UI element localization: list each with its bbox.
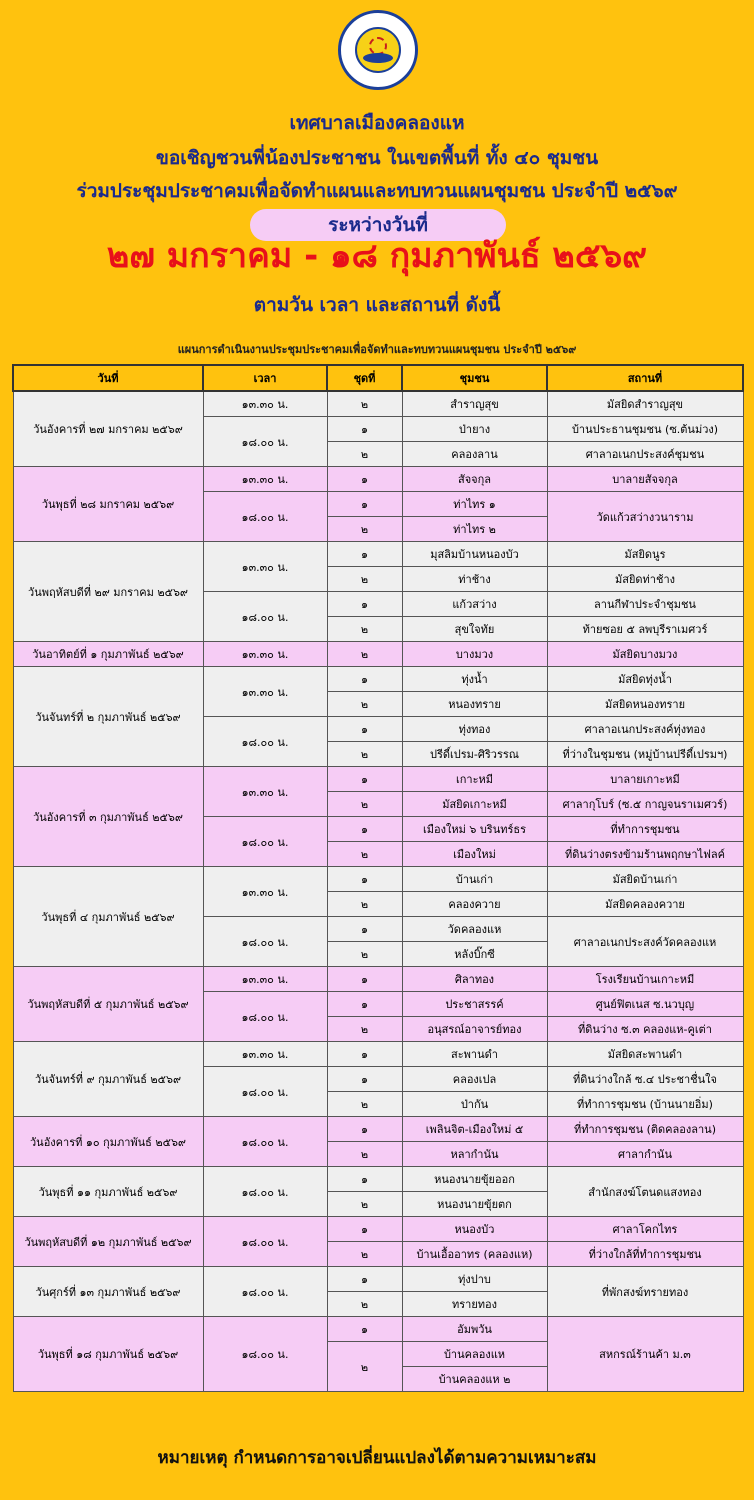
place-cell: มัสยิดสำราญสุข xyxy=(547,391,743,417)
time-cell: ๑๘.๐๐ น. xyxy=(203,592,327,642)
community-cell: หนองบัว xyxy=(402,1217,547,1242)
header-date: วันที่ xyxy=(13,365,203,391)
place-cell: ศาลาอเนกประสงค์ทุ่งทอง xyxy=(547,717,743,742)
set-cell: ๑ xyxy=(327,667,402,692)
date-cell: วันพุธที่ ๔ กุมภาพันธ์ ๒๕๖๙ xyxy=(13,867,203,967)
table-row xyxy=(13,767,743,792)
set-cell: ๒ xyxy=(327,1342,402,1392)
header-time: เวลา xyxy=(203,365,327,391)
set-cell: ๑ xyxy=(327,1267,402,1292)
set-cell: ๑ xyxy=(327,1042,402,1067)
date-cell: วันพฤหัสบดีที่ ๑๒ กุมภาพันธ์ ๒๕๖๙ xyxy=(13,1217,203,1267)
place-cell: ที่พักสงฆ์ทรายทอง xyxy=(547,1267,743,1317)
date-cell: วันศุกร์ที่ ๑๓ กุมภาพันธ์ ๒๕๖๙ xyxy=(13,1267,203,1317)
date-cell: วันอังคารที่ ๒๗ มกราคม ๒๕๖๙ xyxy=(13,391,203,467)
set-cell: ๑ xyxy=(327,1167,402,1192)
time-cell: ๑๓.๓๐ น. xyxy=(203,391,327,417)
table-row xyxy=(13,1267,743,1292)
place-cell: ที่ทำการชุมชน xyxy=(547,817,743,842)
time-cell: ๑๓.๓๐ น. xyxy=(203,467,327,492)
set-cell: ๒ xyxy=(327,892,402,917)
community-cell: หนองนายขุ้ยตก xyxy=(402,1192,547,1217)
community-cell: บ้านเอื้ออาทร (คลองแห) xyxy=(402,1242,547,1267)
community-cell: ทุ่งทอง xyxy=(402,717,547,742)
table-row xyxy=(13,1042,743,1067)
community-cell: ท่าไทร ๑ xyxy=(402,492,547,517)
header-set: ชุดที่ xyxy=(327,365,402,391)
set-cell: ๑ xyxy=(327,992,402,1017)
date-cell: วันอังคารที่ ๑๐ กุมภาพันธ์ ๒๕๖๙ xyxy=(13,1117,203,1167)
community-cell: คลองเปล xyxy=(402,1067,547,1092)
community-cell: เพลินจิต-เมืองใหม่ ๕ xyxy=(402,1117,547,1142)
community-cell: ป่ายาง xyxy=(402,417,547,442)
invitation-line: ขอเชิญชวนพี่น้องประชาชน ในเขตพื้นที่ ทั้ง ๔๐ ชุมชน xyxy=(155,147,599,169)
date-cell: วันจันทร์ที่ ๒ กุมภาพันธ์ ๒๕๖๙ xyxy=(13,667,203,767)
set-cell: ๒ xyxy=(327,1092,402,1117)
community-cell: เมืองใหม่ ๖ บรินทร์ธร xyxy=(402,817,547,842)
place-cell: ศาลาโคกไทร xyxy=(547,1217,743,1242)
table-row xyxy=(13,542,743,567)
set-cell: ๒ xyxy=(327,1017,402,1042)
community-cell: อัมพวัน xyxy=(402,1317,547,1342)
date-cell: วันจันทร์ที่ ๙ กุมภาพันธ์ ๒๕๖๙ xyxy=(13,1042,203,1117)
set-cell: ๒ xyxy=(327,442,402,467)
place-cell: ที่ดินว่างตรงข้ามร้านพฤกษาไฟลค์ xyxy=(547,842,743,867)
place-cell: ที่ดินว่าง ซ.๓ คลองแห-คูเต่า xyxy=(547,1017,743,1042)
time-cell: ๑๘.๐๐ น. xyxy=(203,717,327,767)
community-cell: หนองทราย xyxy=(402,692,547,717)
set-cell: ๑ xyxy=(327,1317,402,1342)
place-cell: มัสยิดท่าช้าง xyxy=(547,567,743,592)
place-cell: ศาลาอเนกประสงค์วัดคลองแห xyxy=(547,917,743,967)
set-cell: ๒ xyxy=(327,517,402,542)
place-cell: มัสยิดบางมวง xyxy=(547,642,743,667)
time-cell: ๑๘.๐๐ น. xyxy=(203,817,327,867)
place-cell: บาลายเกาะหมี xyxy=(547,767,743,792)
set-cell: ๑ xyxy=(327,467,402,492)
community-cell: หลังบิ๊กซี xyxy=(402,942,547,967)
time-cell: ๑๘.๐๐ น. xyxy=(203,1167,327,1217)
subtitle: ตามวัน เวลา และสถานที่ ดังนี้ xyxy=(253,294,501,316)
place-cell: ท้ายซอย ๕ ลพบุรีราเมศวร์ xyxy=(547,617,743,642)
set-cell: ๒ xyxy=(327,1192,402,1217)
time-cell: ๑๘.๐๐ น. xyxy=(203,417,327,467)
set-cell: ๒ xyxy=(327,642,402,667)
community-cell: แก้วสว่าง xyxy=(402,592,547,617)
time-cell: ๑๓.๓๐ น. xyxy=(203,767,327,817)
table-row xyxy=(13,467,743,492)
place-cell: สหกรณ์ร้านค้า ม.๓ xyxy=(547,1317,743,1392)
set-cell: ๑ xyxy=(327,417,402,442)
purpose-line: ร่วมประชุมประชาคมเพื่อจัดทำแผนและทบทวนแผนชุมชน ประจำปี ๒๕๖๙ xyxy=(76,180,678,202)
table-row xyxy=(13,1117,743,1142)
table-row xyxy=(13,667,743,692)
set-cell: ๑ xyxy=(327,1217,402,1242)
place-cell: มัสยิดนูร xyxy=(547,542,743,567)
time-cell: ๑๘.๐๐ น. xyxy=(203,1217,327,1267)
set-cell: ๒ xyxy=(327,567,402,592)
municipality-seal-icon xyxy=(338,10,418,90)
community-cell: บ้านเก่า xyxy=(402,867,547,892)
time-cell: ๑๘.๐๐ น. xyxy=(203,492,327,542)
time-cell: ๑๓.๓๐ น. xyxy=(203,642,327,667)
place-cell: มัสยิดคลองควาย xyxy=(547,892,743,917)
time-cell: ๑๘.๐๐ น. xyxy=(203,1117,327,1167)
community-cell: ศิลาทอง xyxy=(402,967,547,992)
date-cell: วันพุธที่ ๒๘ มกราคม ๒๕๖๙ xyxy=(13,467,203,542)
place-cell: มัสยิดทุ่งน้ำ xyxy=(547,667,743,692)
set-cell: ๑ xyxy=(327,717,402,742)
community-cell: สุขใจทัย xyxy=(402,617,547,642)
set-cell: ๑ xyxy=(327,592,402,617)
set-cell: ๒ xyxy=(327,742,402,767)
place-cell: มัสยิดบ้านเก่า xyxy=(547,867,743,892)
set-cell: ๒ xyxy=(327,1242,402,1267)
table-row xyxy=(13,642,743,667)
community-cell: หลากำนัน xyxy=(402,1142,547,1167)
community-cell: มุสลิมบ้านหนองบัว xyxy=(402,542,547,567)
community-cell: อนุสรณ์อาจารย์ทอง xyxy=(402,1017,547,1042)
time-cell: ๑๘.๐๐ น. xyxy=(203,1317,327,1392)
date-cell: วันพฤหัสบดีที่ ๕ กุมภาพันธ์ ๒๕๖๙ xyxy=(13,967,203,1042)
table-row xyxy=(13,1167,743,1192)
table-row xyxy=(13,1217,743,1242)
table-row xyxy=(13,1317,743,1342)
community-cell: สำราญสุข xyxy=(402,391,547,417)
set-cell: ๑ xyxy=(327,817,402,842)
set-cell: ๒ xyxy=(327,391,402,417)
place-cell: บาลายสัจจกุล xyxy=(547,467,743,492)
time-cell: ๑๘.๐๐ น. xyxy=(203,1067,327,1117)
place-cell: ศูนย์ฟิตเนส ซ.นวบุญ xyxy=(547,992,743,1017)
community-cell: สัจจกุล xyxy=(402,467,547,492)
place-cell: ศาลากำนัน xyxy=(547,1142,743,1167)
community-cell: เกาะหมี xyxy=(402,767,547,792)
time-cell: ๑๓.๓๐ น. xyxy=(203,967,327,992)
header-place: สถานที่ xyxy=(547,365,743,391)
time-cell: ๑๓.๓๐ น. xyxy=(203,667,327,717)
community-cell: ท่าไทร ๒ xyxy=(402,517,547,542)
place-cell: มัสยิดหนองทราย xyxy=(547,692,743,717)
community-cell: ประชาสรรค์ xyxy=(402,992,547,1017)
place-cell: วัดแก้วสว่างวนาราม xyxy=(547,492,743,542)
place-cell: ที่ว่างในชุมชน (หมู่บ้านปรีดี์เปรมฯ) xyxy=(547,742,743,767)
set-cell: ๑ xyxy=(327,1117,402,1142)
time-cell: ๑๓.๓๐ น. xyxy=(203,1042,327,1067)
schedule-body xyxy=(13,391,743,1392)
time-cell: ๑๓.๓๐ น. xyxy=(203,542,327,592)
community-cell: สะพานดำ xyxy=(402,1042,547,1067)
community-cell: ทุ่งปาบ xyxy=(402,1267,547,1292)
time-cell: ๑๓.๓๐ น. xyxy=(203,867,327,917)
between-label: ระหว่างวันที่ xyxy=(250,209,506,241)
community-cell: ทรายทอง xyxy=(402,1292,547,1317)
place-cell: ลานกีฬาประจำชุมชน xyxy=(547,592,743,617)
set-cell: ๒ xyxy=(327,617,402,642)
set-cell: ๒ xyxy=(327,792,402,817)
schedule-table xyxy=(12,364,744,1392)
table-row xyxy=(13,391,743,417)
community-cell: คลองลาน xyxy=(402,442,547,467)
date-cell: วันพุธที่ ๑๑ กุมภาพันธ์ ๒๕๖๙ xyxy=(13,1167,203,1217)
set-cell: ๒ xyxy=(327,1142,402,1167)
community-cell: วัดคลองแห xyxy=(402,917,547,942)
org-title: เทศบาลเมืองคลองแห xyxy=(289,112,465,134)
place-cell: ที่ดินว่างใกล้ ซ.๔ ประชาชื่นใจ xyxy=(547,1067,743,1092)
table-caption: แผนการดำเนินงานประชุมประชาคมเพื่อจัดทำและทบทวนแผนชุมชน ประจำปี ๒๕๖๙ xyxy=(177,343,577,356)
time-cell: ๑๘.๐๐ น. xyxy=(203,992,327,1042)
set-cell: ๑ xyxy=(327,867,402,892)
date-range: ๒๗ มกราคม - ๑๘ กุมภาพันธ์ ๒๕๖๙ xyxy=(106,236,648,276)
set-cell: ๑ xyxy=(327,1067,402,1092)
set-cell: ๒ xyxy=(327,692,402,717)
table-row xyxy=(13,967,743,992)
time-cell: ๑๘.๐๐ น. xyxy=(203,1267,327,1317)
table-header-row xyxy=(13,365,743,391)
place-cell: ที่ทำการชุมชน (ติดคลองลาน) xyxy=(547,1117,743,1142)
place-cell: ศาลากุโบร์ (ซ.๕ กาญจนราเมศวร์) xyxy=(547,792,743,817)
community-cell: บางมวง xyxy=(402,642,547,667)
set-cell: ๑ xyxy=(327,917,402,942)
footer-note: หมายเหตุ กำหนดการอาจเปลี่ยนแปลงได้ตามความเหมาะสม xyxy=(157,1448,597,1468)
set-cell: ๑ xyxy=(327,492,402,517)
wave-icon xyxy=(363,53,393,63)
community-cell: บ้านคลองแห xyxy=(402,1342,547,1367)
community-cell: ป่ากัน xyxy=(402,1092,547,1117)
set-cell: ๒ xyxy=(327,1292,402,1317)
set-cell: ๑ xyxy=(327,767,402,792)
community-cell: ท่าช้าง xyxy=(402,567,547,592)
community-cell: มัสยิดเกาะหมี xyxy=(402,792,547,817)
set-cell: ๒ xyxy=(327,842,402,867)
place-cell: ที่ทำการชุมชน (บ้านนายอิ่ม) xyxy=(547,1092,743,1117)
date-cell: วันอังคารที่ ๓ กุมภาพันธ์ ๒๕๖๙ xyxy=(13,767,203,867)
set-cell: ๒ xyxy=(327,942,402,967)
table-row xyxy=(13,867,743,892)
date-cell: วันพฤหัสบดีที่ ๒๙ มกราคม ๒๕๖๙ xyxy=(13,542,203,642)
time-cell: ๑๘.๐๐ น. xyxy=(203,917,327,967)
place-cell: มัสยิดสะพานดำ xyxy=(547,1042,743,1067)
community-cell: ปรีดี์เปรม-ศิริวรรณ xyxy=(402,742,547,767)
set-cell: ๑ xyxy=(327,967,402,992)
community-cell: ทุ่งน้ำ xyxy=(402,667,547,692)
community-cell: คลองควาย xyxy=(402,892,547,917)
place-cell: บ้านประธานชุมชน (ซ.ต้นม่วง) xyxy=(547,417,743,442)
place-cell: ที่ว่างใกล้ที่ทำการชุมชน xyxy=(547,1242,743,1267)
community-cell: บ้านคลองแห ๒ xyxy=(402,1367,547,1392)
header-community: ชุมชน xyxy=(402,365,547,391)
place-cell: ศาลาอเนกประสงค์ชุมชน xyxy=(547,442,743,467)
date-cell: วันพุธที่ ๑๘ กุมภาพันธ์ ๒๕๖๙ xyxy=(13,1317,203,1392)
set-cell: ๑ xyxy=(327,542,402,567)
community-cell: เมืองใหม่ xyxy=(402,842,547,867)
seal-inner xyxy=(355,27,401,73)
date-cell: วันอาทิตย์ที่ ๑ กุมภาพันธ์ ๒๕๖๙ xyxy=(13,642,203,667)
community-cell: หนองนายขุ้ยออก xyxy=(402,1167,547,1192)
place-cell: โรงเรียนบ้านเกาะหมี xyxy=(547,967,743,992)
place-cell: สำนักสงฆ์โตนดแสงทอง xyxy=(547,1167,743,1217)
